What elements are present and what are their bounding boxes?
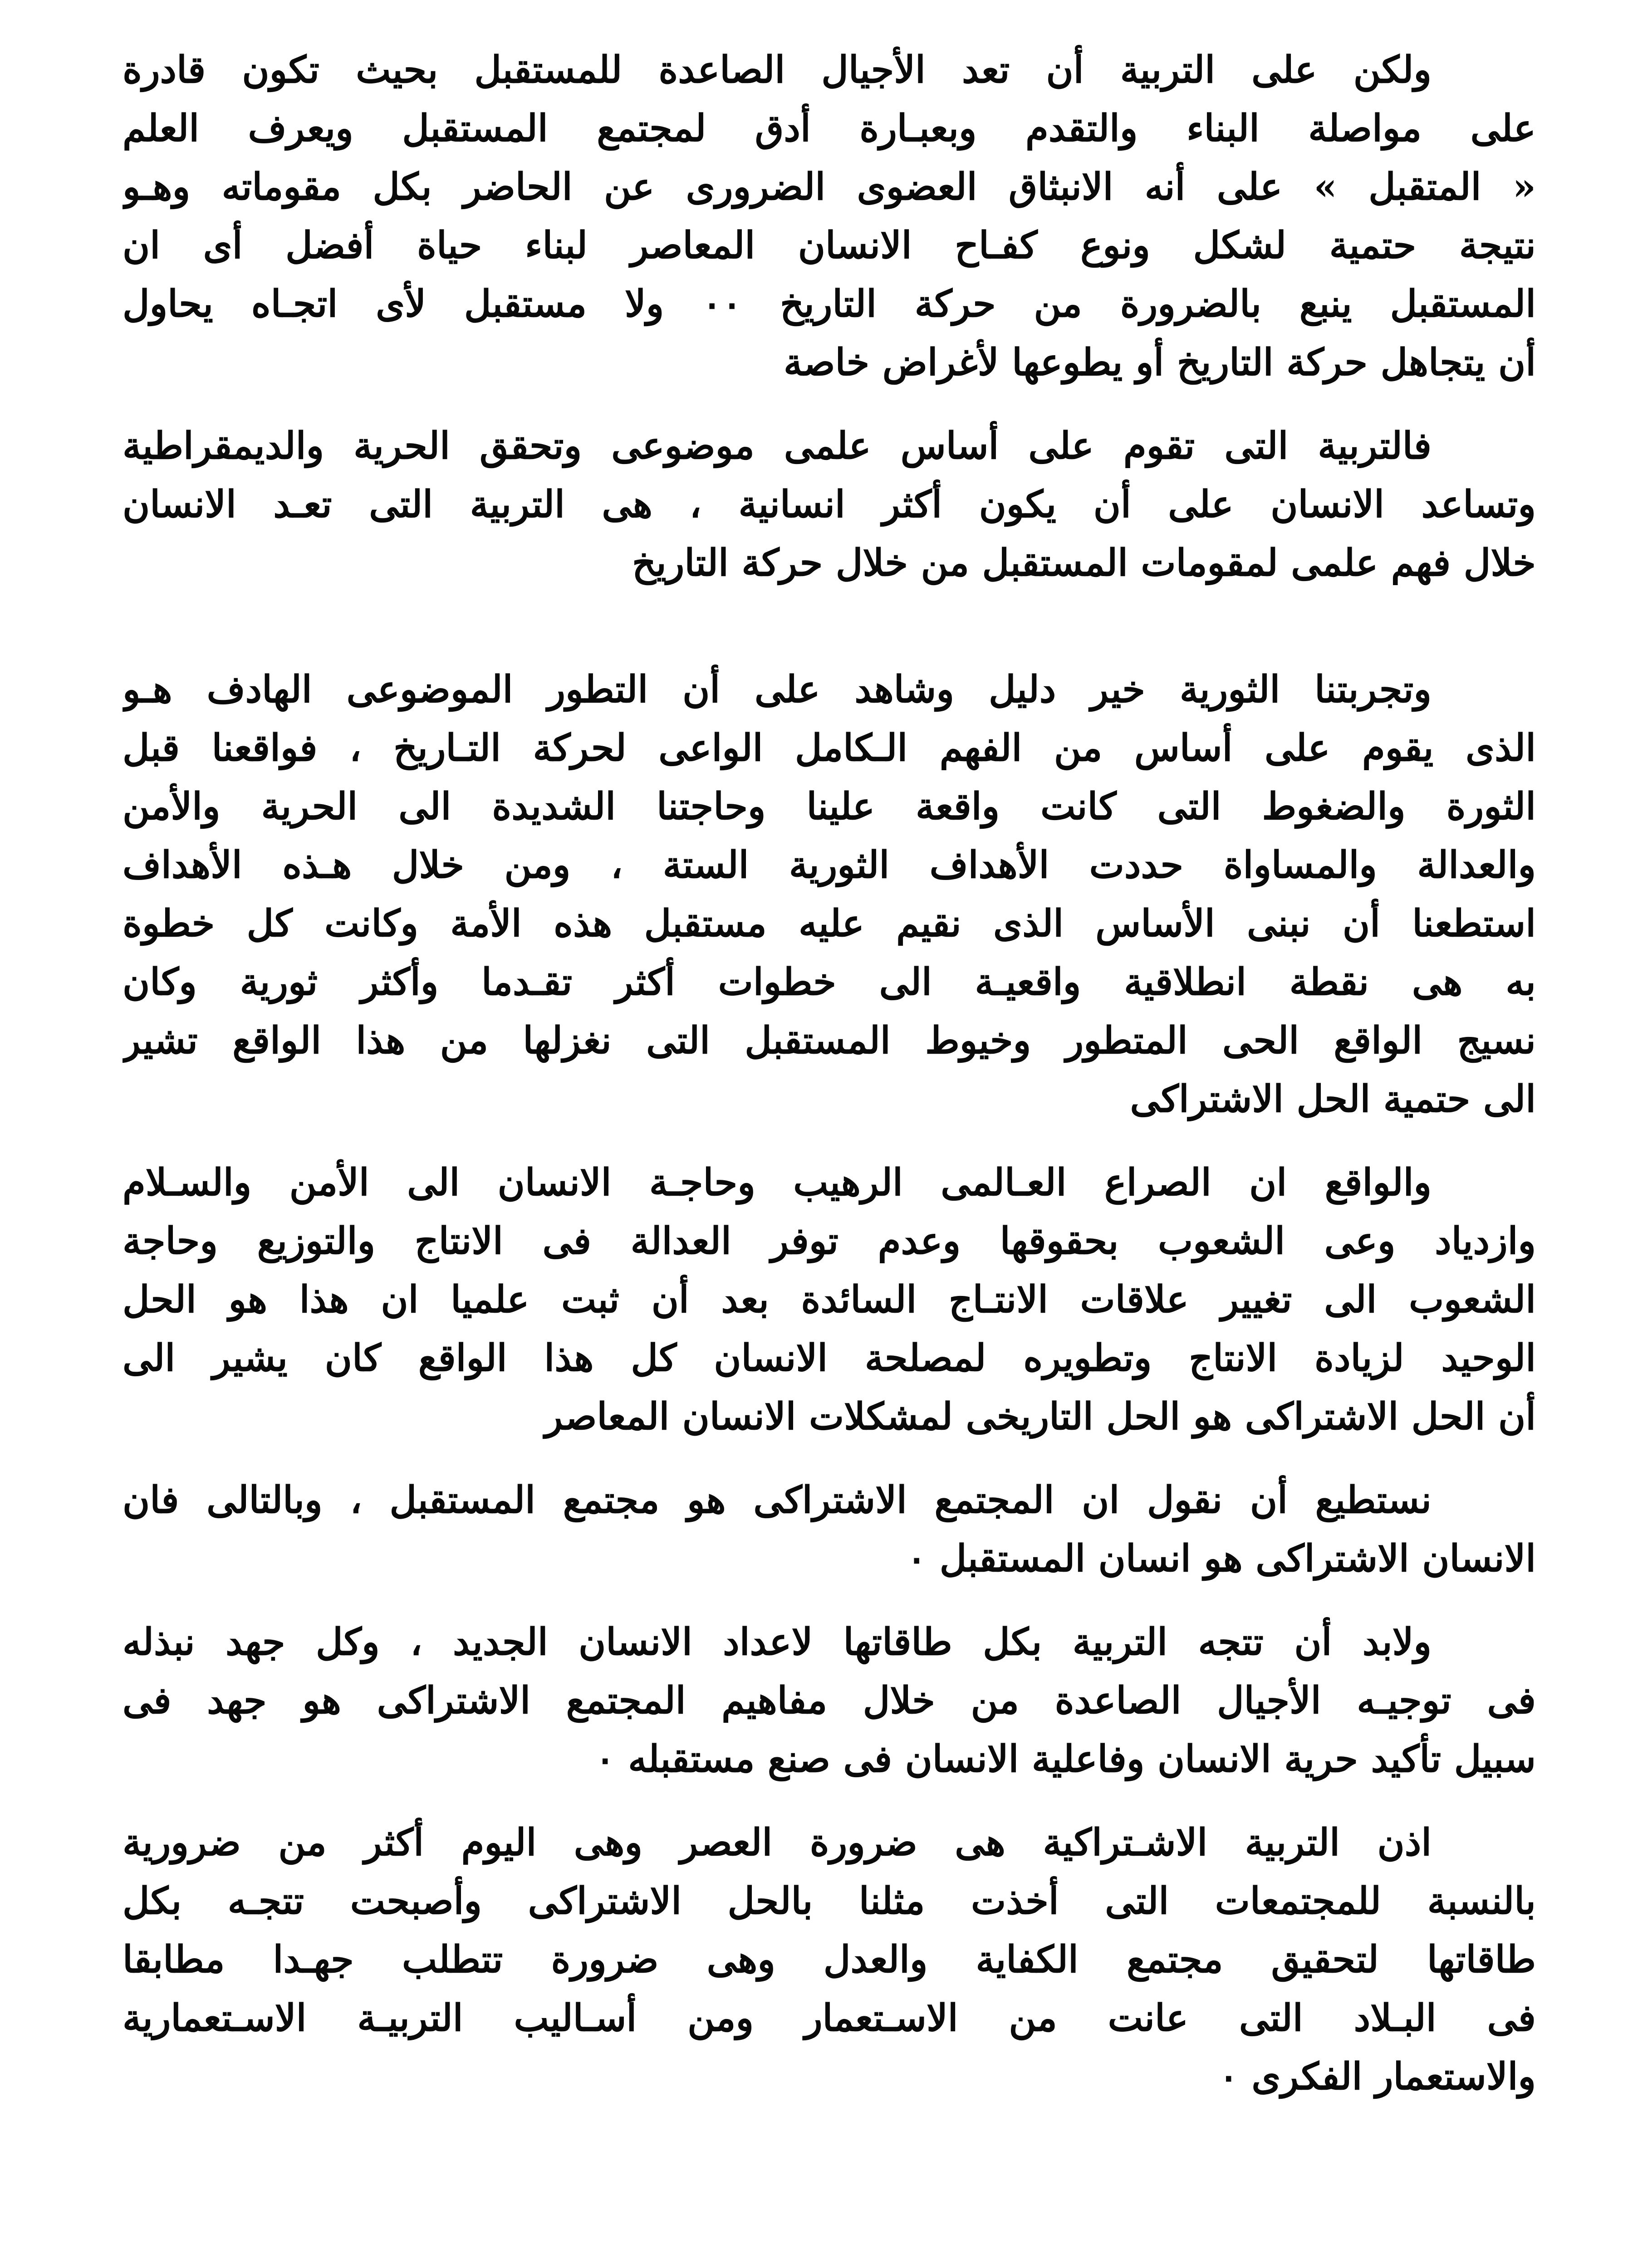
text-line: فى توجيـه الأجيال الصاعدة من خلال مفاهيم المجتمع الاشتراكى هو جهد فى	[123, 1679, 1536, 1722]
text-line: سبيل تأكيد حرية الانسان وفاعلية الانسان فى صنع مستقبله ٠	[595, 1737, 1536, 1781]
paragraph-4	[123, 1154, 1536, 1446]
text-line: الثورة والضغوط التى كانت واقعة علينا وحاجتنا الشديدة الى الحرية والأمن	[123, 785, 1536, 828]
text-line: أن يتجاهل حركة التاريخ أو يطوعها لأغراض خاصة	[783, 341, 1536, 384]
text-line: نستطيع أن نقول ان المجتمع الاشتراكى هو مجتمع المستقبل ، وبالتالى فان	[123, 1478, 1432, 1522]
text-line: وتساعد الانسان على أن يكون أكثر انسانية ، هى التربية التى تعـد الانسان	[123, 483, 1536, 526]
text-line: ولابد أن تتجه التربية بكل طاقاتها لاعداد الانسان الجديد ، وكل جهد نبذله	[123, 1620, 1432, 1664]
paragraph-3	[123, 660, 1536, 1129]
paragraph-6	[123, 1613, 1536, 1789]
body-text	[123, 41, 1536, 2106]
text-line: طاقاتها لتحقيق مجتمع الكفاية والعدل وهى ضرورة تتطلب جهـدا مطابقا	[123, 1938, 1536, 1981]
text-line: نتيجة حتمية لشكل ونوع كفـاح الانسان المعاصر لبناء حياة أفضل أى ان	[123, 224, 1536, 267]
text-line: الشعوب الى تغيير علاقات الانتـاج السائدة بعد أن ثبت علميا ان هذا هو الحل	[123, 1278, 1536, 1321]
text-line: الى حتمية الحل الاشتراكى	[1130, 1077, 1536, 1121]
text-line: « المتقبل » على أنه الانبثاق العضوى الضرورى عن الحاضر بكل مقوماته وهـو	[123, 165, 1536, 209]
text-line: فى البـلاد التى عانت من الاسـتعمار ومن أسـاليب التربيـة الاسـتعمارية	[123, 1996, 1536, 2040]
text-line: به هى نقطة انطلاقية واقعيـة الى خطوات أكثر تقـدما وأكثر ثورية وكان	[123, 960, 1536, 1004]
paragraph-1	[123, 41, 1536, 392]
text-line: ولكن على التربية أن تعد الأجيال الصاعدة للمستقبل بحيث تكون قادرة	[123, 48, 1432, 92]
text-line: خلال فهم علمى لمقومات المستقبل من خلال حركة التاريخ	[632, 541, 1536, 585]
text-line: الذى يقوم على أساس من الفهم الـكامل الواعى لحركة التـاريخ ، فواقعنا قبل	[123, 726, 1536, 770]
text-line: وتجربتنا الثورية خير دليل وشاهد على أن التطور الموضوعى الهادف هـو	[123, 668, 1432, 711]
text-line: الانسان الاشتراكى هو انسان المستقبل ٠	[907, 1537, 1536, 1580]
text-line: الوحيد لزيادة الانتاج وتطويره لمصلحة الانسان كل هذا الواقع كان يشير الى	[123, 1336, 1536, 1380]
text-line: نسيج الواقع الحى المتطور وخيوط المستقبل التى نغزلها من هذا الواقع تشير	[123, 1019, 1536, 1062]
paragraph-7	[123, 1813, 1536, 2106]
text-line: وازدياد وعى الشعوب بحقوقها وعدم توفر العدالة فى الانتاج والتوزيع وحاجة	[123, 1219, 1536, 1263]
text-line: أن الحل الاشتراكى هو الحل التاريخى لمشكلات الانسان المعاصر	[544, 1395, 1536, 1438]
text-line: والعدالة والمساواة حددت الأهداف الثورية الستة ، ومن خلال هـذه الأهداف	[123, 843, 1536, 887]
text-line: بالنسبة للمجتمعات التى أخذت مثلنا بالحل الاشتراكى وأصبحت تتجـه بكل	[123, 1879, 1536, 1923]
text-line: استطعنا أن نبنى الأساس الذى نقيم عليه مستقبل هذه الأمة وكانت كل خطوة	[123, 902, 1536, 945]
text-line: اذن التربية الاشـتراكية هى ضرورة العصر وهى اليوم أكثر من ضرورية	[123, 1821, 1432, 1864]
text-line: والواقع ان الصراع العـالمى الرهيب وحاجـة الانسان الى الأمن والسـلام	[123, 1161, 1432, 1204]
text-line: والاستعمار الفكرى ٠	[1218, 2055, 1536, 2098]
text-line: على مواصلة البناء والتقدم وبعبـارة أدق لمجتمع المستقبل ويعرف العلم	[123, 107, 1536, 150]
paragraph-5	[123, 1471, 1536, 1588]
paragraph-2	[123, 417, 1536, 592]
text-line: المستقبل ينبع بالضرورة من حركة التاريخ ٠٠ ولا مستقبل لأى اتجـاه يحاول	[123, 282, 1536, 326]
text-line: فالتربية التى تقوم على أساس علمى موضوعى وتحقق الحرية والديمقراطية	[123, 424, 1432, 468]
